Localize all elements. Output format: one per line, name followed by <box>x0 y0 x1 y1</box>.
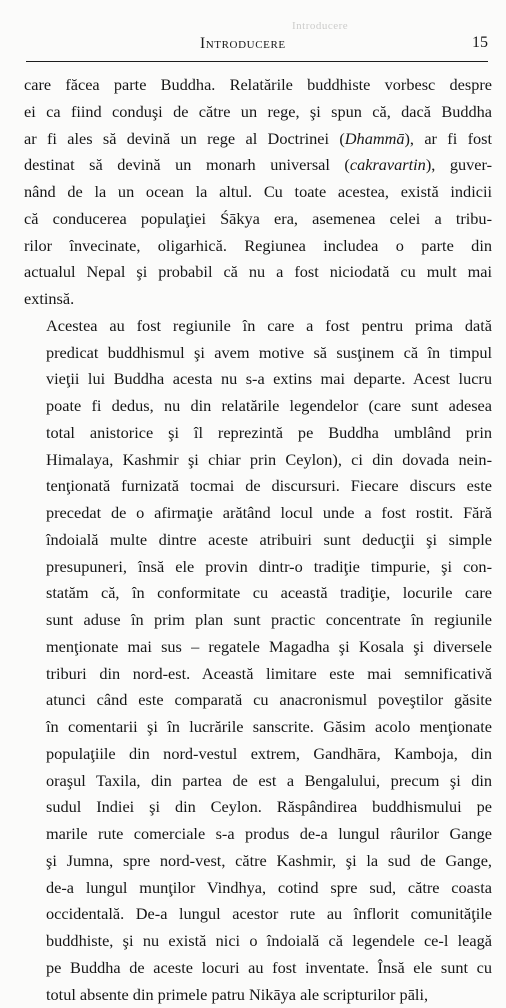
text-line: nând de la un ocean la altul. Cu toate acestea, există indicii <box>24 179 492 206</box>
text-line: precedat de o afirmaţie arătând locul unde a fost rostit. Fără <box>24 500 492 527</box>
text-line: total anistorice şi îl reprezintă pe Buddha umblând prin <box>24 420 492 447</box>
text-line: destinat să devină un monarh universal (cakravartin), guver- <box>24 152 492 179</box>
paragraph <box>24 313 492 1008</box>
text-line: marile rute comerciale s-a produs de-a lungul râurilor Gange <box>24 821 492 848</box>
text-line: şi Jumna, spre nord-vest, către Kashmir, şi la sud de Gange, <box>24 848 492 875</box>
text-line: extinsă. <box>24 286 492 313</box>
text-line: ei ca fiind conduşi de către un rege, şi spun că, dacă Buddha <box>24 99 492 126</box>
text-line: oraşul Taxila, din partea de est a Bengalului, precum şi din <box>24 768 492 795</box>
page-header <box>24 32 488 58</box>
header-rule <box>26 61 488 62</box>
text-line: occidentală. De-a lungul acestor rute au înflorit comunităţile <box>24 901 492 928</box>
text-line: Himalaya, Kashmir şi chiar prin Ceylon), ci din dovada nein- <box>24 447 492 474</box>
text-line: statăm că, în conformitate cu această tradiţie, locurile care <box>24 580 492 607</box>
text-line: îndoială multe dintre aceste atribuiri sunt deducţii şi simple <box>24 527 492 554</box>
text-line: de-a lungul munţilor Vindhya, cotind spre sud, către coasta <box>24 875 492 902</box>
text-line: atunci când este comparată cu anacronismul poveştilor găsite <box>24 687 492 714</box>
text-line: triburi din nord-est. Această limitare este mai semnificativă <box>24 661 492 688</box>
text-line: care făcea parte Buddha. Relatările buddhiste vorbesc despre <box>24 72 492 99</box>
text-line: că conducerea populaţiei Śākya era, asemenea celei a tribu- <box>24 206 492 233</box>
text-line: presupuneri, însă ele provin dintr-o tradiţie timpurie, şi con- <box>24 554 492 581</box>
text-line: poate fi dedus, nu din relatările legendelor (care sunt adesea <box>24 393 492 420</box>
text-line: predicat buddhismul şi avem motive să susţinem că în timpul <box>24 340 492 367</box>
text-line: pe Buddha de aceste locuri au fost inventate. Însă ele sunt cu <box>24 955 492 982</box>
text-line: actualul Nepal şi probabil că nu a fost niciodată cu mult mai <box>24 259 492 286</box>
text-line: sunt aduse în prim plan sunt practic concentrate în regiunile <box>24 607 492 634</box>
text-line: tenţionată furnizată tocmai de discursuri. Fiecare discurs este <box>24 473 492 500</box>
running-head: Introducere <box>200 35 286 53</box>
text-line: menţionate mai sus – regatele Magadha şi Kosala şi diversele <box>24 634 492 661</box>
page-number: 15 <box>472 34 488 52</box>
text-line: în comentarii şi în lucrările sanscrite. Găsim acolo menţionate <box>24 714 492 741</box>
text-line: vieţii lui Buddha acesta nu s-a extins mai departe. Acest lucru <box>24 366 492 393</box>
text-line: populaţiile din nord-vestul extrem, Gandhāra, Kamboja, din <box>24 741 492 768</box>
text-line: Acestea au fost regiunile în care a fost pentru prima dată <box>24 313 492 340</box>
body-text <box>24 72 492 1008</box>
paragraph <box>24 72 492 313</box>
text-line: totul absente din primele patru Nikāya ale scripturilor pāli, <box>24 982 492 1008</box>
text-line: sudul Indiei şi din Ceylon. Răspândirea buddhismului pe <box>24 794 492 821</box>
text-line: ar fi ales să devină un rege al Doctrinei (Dhammā), ar fi fost <box>24 126 492 153</box>
text-line: buddhiste, şi nu există nici o îndoială că legendele ce-l leagă <box>24 928 492 955</box>
bleed-through-text: Introducere <box>292 20 492 34</box>
text-line: rilor învecinate, oligarhică. Regiunea includea o parte din <box>24 233 492 260</box>
